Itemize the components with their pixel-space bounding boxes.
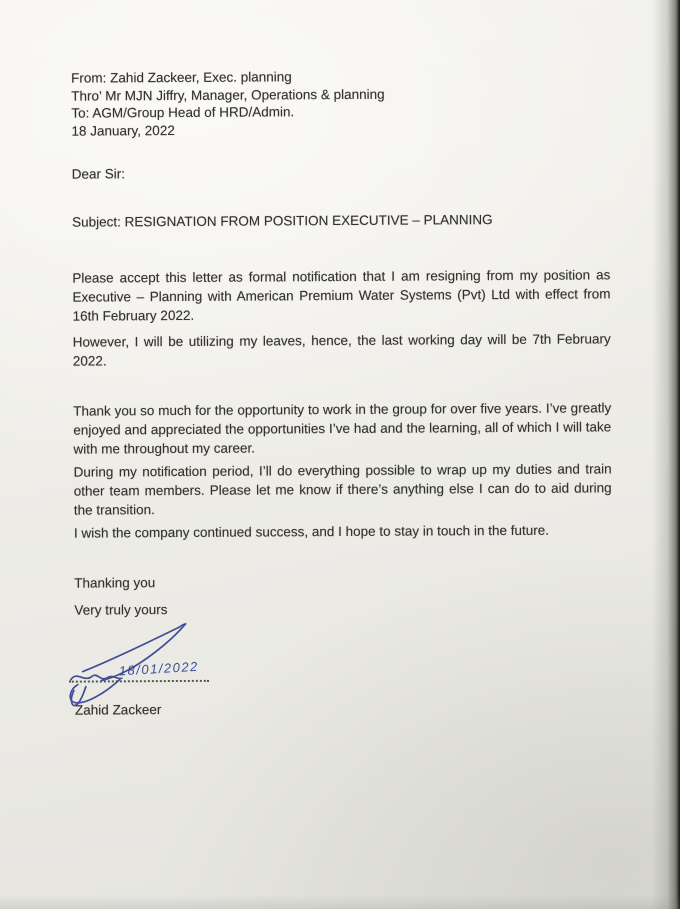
signature-area (74, 616, 612, 700)
typed-signatory-name: Zahid Zackeer (74, 702, 162, 718)
paragraph-thank-you: Thank you so much for the opportunity to work in the group for over five years. I’ve greatly enjoyed and appreciated the opportunities I’ve had and the learning, all of which I will take with me throughout my career. (73, 400, 612, 457)
paragraph-resignation-notice: Please accept this letter as formal notification that I am resigning from my position as Executive – Planning with American Premium Water Systems (Pvt) Ltd with effect from 16th February 2022. (72, 267, 611, 324)
from-line: From: Zahid Zackeer, Exec. planning (71, 69, 292, 86)
header-block (71, 66, 609, 139)
paragraph-well-wishes: I wish the company continued success, and I hope to stay in touch in the future. (73, 522, 550, 541)
closing-thanking-you: Thanking you (74, 575, 156, 591)
photo-bottom-edge-shadow (0, 895, 680, 909)
paragraph-transition: During my notification period, I’ll do everything possible to wrap up my duties and train other team members. Please let me know if there’s anything else I can do to aid during the transition. (73, 461, 612, 518)
thro-line: Thro’ Mr MJN Jiffry, Manager, Operations & planning (71, 86, 385, 104)
date-line: 18 January, 2022 (71, 122, 175, 139)
to-line: To: AGM/Group Head of HRD/Admin. (71, 104, 295, 121)
salutation: Dear Sir: (71, 166, 126, 182)
handwritten-date: 18/01/2022 (118, 658, 200, 679)
paragraph-last-working-day: However, I will be utilizing my leaves, hence, the last working day will be 7th February 2022. (72, 331, 611, 369)
subject-line: Subject: RESIGNATION FROM POSITION EXECUTIVE – PLANNING (71, 211, 493, 230)
closing-very-truly: Very truly yours (74, 602, 168, 618)
